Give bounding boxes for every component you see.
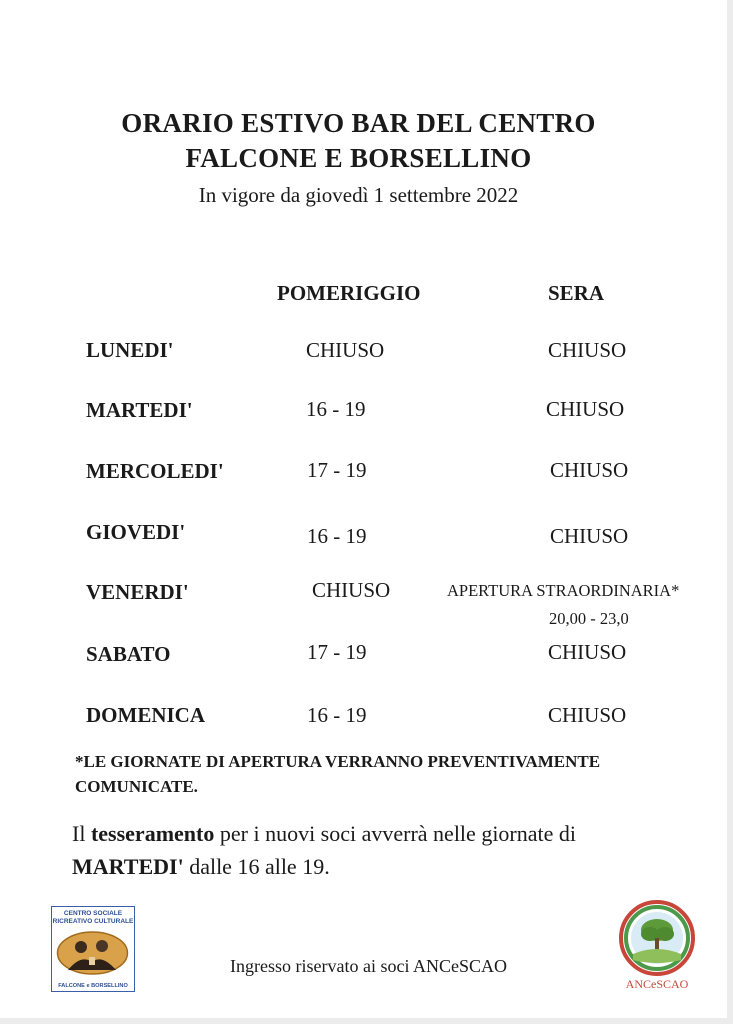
- day-label: VENERDI': [86, 580, 189, 604]
- note-text: Il: [72, 821, 91, 846]
- logo-label: ANCeSCAO: [625, 977, 689, 991]
- evening-hours: CHIUSO: [548, 703, 627, 727]
- logo-text-line-3: FALCONE e BORSELLINO: [58, 983, 128, 989]
- footnote: *LE GIORNATE DI APERTURA VERRANNO PREVENTIVAMENTE COMUNICATE.: [75, 752, 601, 796]
- evening-hours: CHIUSO: [550, 458, 629, 482]
- note-text: dalle 16 alle 19.: [183, 854, 330, 879]
- day-label: DOMENICA: [86, 703, 205, 727]
- note-bold-day: MARTEDI': [72, 854, 184, 879]
- column-header-sera: SERA: [548, 281, 605, 305]
- day-label: SABATO: [86, 642, 171, 666]
- day-label: GIOVEDI': [86, 520, 186, 544]
- afternoon-hours: 16 - 19: [306, 397, 366, 421]
- evening-hours: CHIUSO: [546, 397, 625, 421]
- note-bold-term: tesseramento: [90, 821, 215, 846]
- logo-text-line-2: RICREATIVO CULTURALE: [52, 918, 134, 925]
- afternoon-hours: 16 - 19: [307, 524, 367, 548]
- subtitle: In vigore da giovedì 1 settembre 2022: [198, 183, 519, 207]
- day-label: MERCOLEDI': [86, 459, 224, 483]
- centro-sociale-logo: [51, 906, 135, 992]
- portrait-oval-icon: [56, 930, 129, 976]
- note-text: per i nuovi soci avverrà nelle giornate di: [214, 821, 577, 846]
- afternoon-hours: 17 - 19: [307, 458, 367, 482]
- column-header-pomeriggio: POMERIGGIO: [277, 281, 421, 305]
- evening-hours: CHIUSO: [548, 640, 627, 664]
- logo-text-line-1: CENTRO SOCIALE: [63, 910, 123, 917]
- evening-hours: CHIUSO: [548, 338, 627, 362]
- evening-special-hours: 20,00 - 23,0: [549, 609, 629, 628]
- afternoon-hours: 17 - 19: [307, 640, 367, 664]
- membership-note: [72, 817, 712, 883]
- evening-special-opening: APERTURA STRAORDINARIA*: [447, 581, 680, 600]
- afternoon-hours: CHIUSO: [306, 338, 385, 362]
- title-line-1: ORARIO ESTIVO BAR DEL CENTRO: [121, 108, 596, 138]
- day-label: MARTEDI': [86, 398, 193, 422]
- tree-emblem-icon: [617, 900, 697, 976]
- title-line-2: FALCONE E BORSELLINO: [185, 143, 532, 173]
- day-label: LUNEDI': [86, 338, 174, 362]
- ancescao-logo: [617, 900, 697, 995]
- afternoon-hours: 16 - 19: [307, 703, 367, 727]
- members-only-notice: Ingresso riservato ai soci ANCeSCAO: [230, 956, 507, 976]
- afternoon-hours: CHIUSO: [312, 578, 391, 602]
- evening-hours: CHIUSO: [550, 524, 629, 548]
